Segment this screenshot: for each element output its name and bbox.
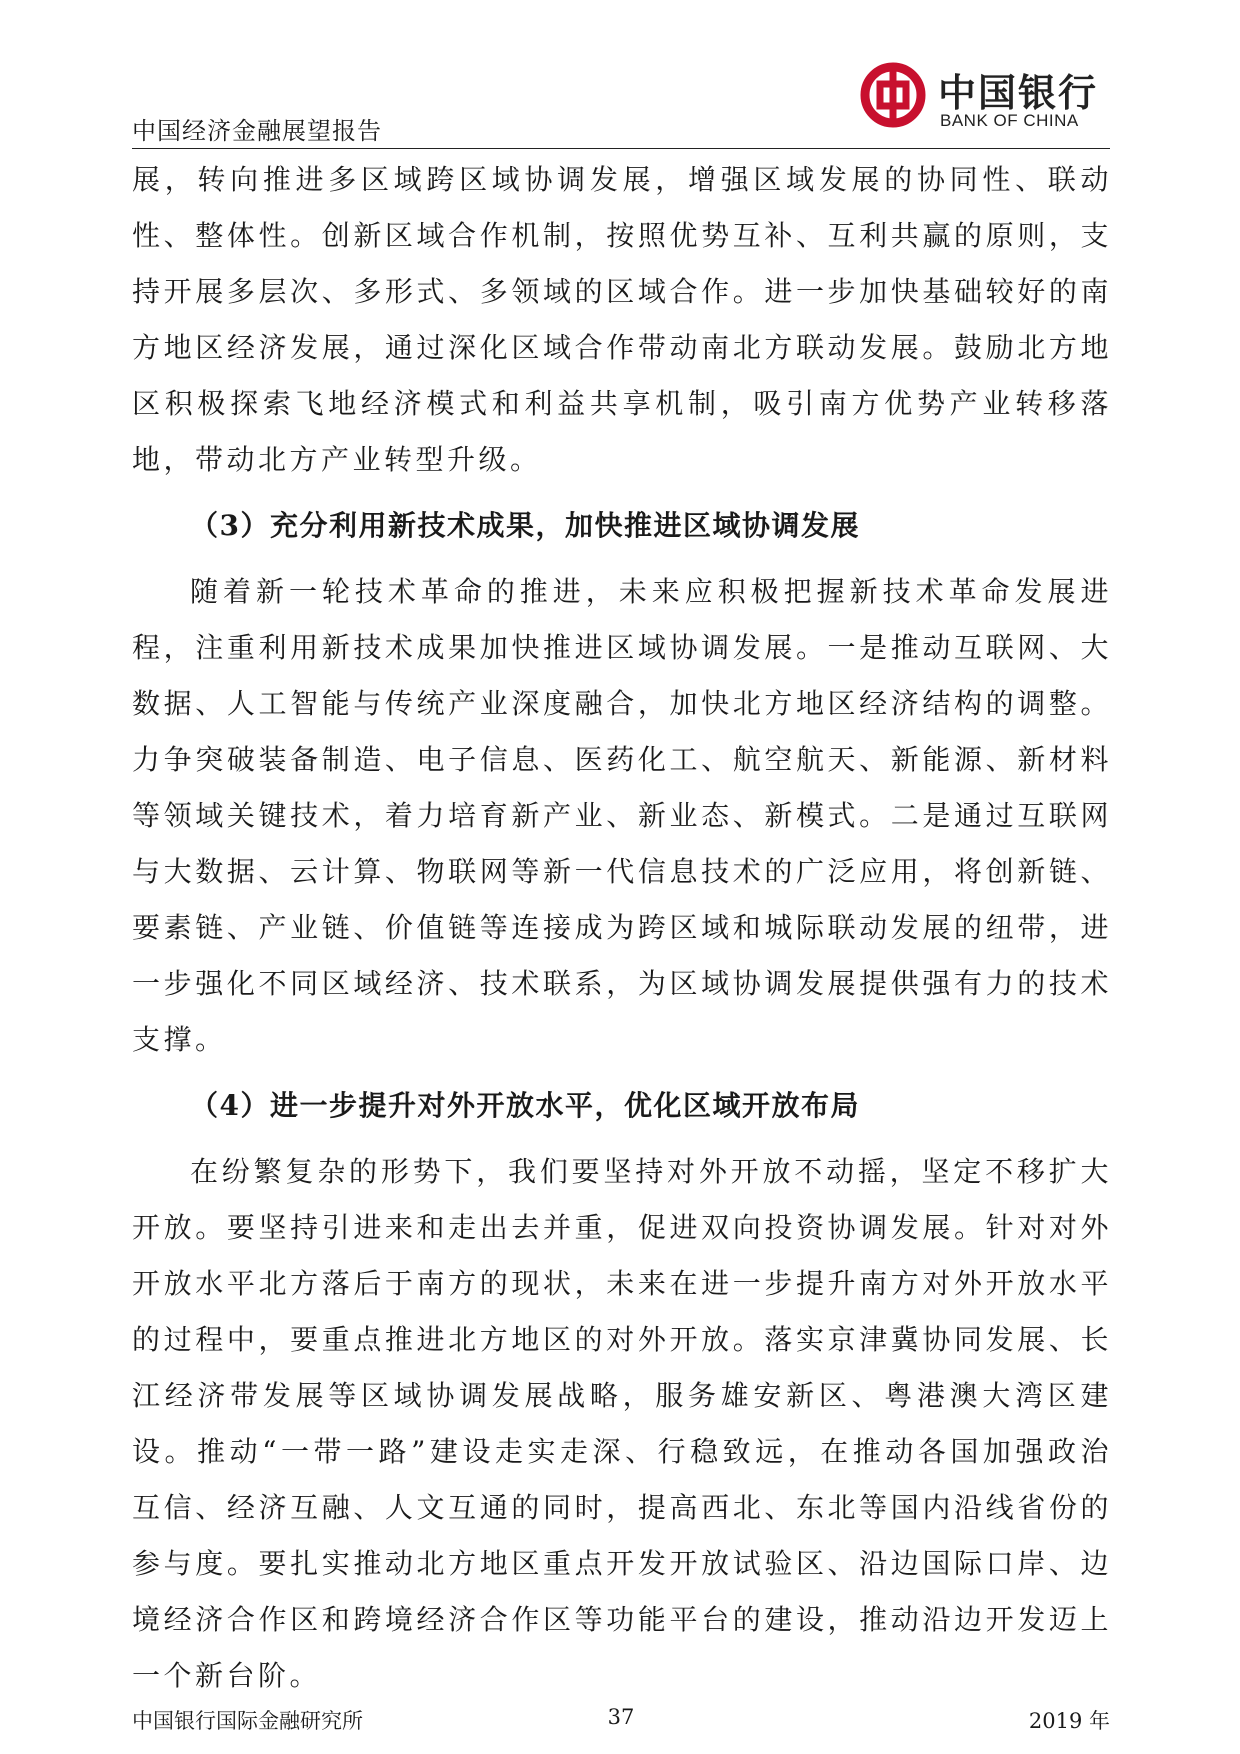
paragraph-1: 展，转向推进多区域跨区域协调发展，增强区域发展的协同性、联动性、整体性。创新区域合作机制，按照优势互补、互利共赢的原则，支持开展多层次、多形式、多领域的区域合作。进一步加快基础较好的南方地区经济发展，通过深化区域合作带动南北方联动发展。鼓励北方地区积极探索飞地经济模式和利益共享机制，吸引南方优势产业转移落地，带动北方产业转型升级。: [132, 163, 1112, 476]
bank-of-china-logo-icon: [860, 62, 926, 128]
section-heading-3: （3）充分利用新技术成果，加快推进区域协调发展: [190, 509, 860, 542]
report-title: 中国经济金融展望报告: [132, 117, 382, 145]
logo-chinese-name: 中国银行: [938, 70, 1099, 115]
page-number: 37: [607, 1705, 635, 1729]
section-heading-4: （4）进一步提升对外开放水平，优化区域开放布局: [190, 1089, 860, 1122]
footer-year: 2019 年: [1028, 1709, 1110, 1733]
page-header: [132, 58, 1110, 150]
paragraph-2: 随着新一轮技术革命的推进，未来应积极把握新技术革命发展进程，注重利用新技术成果加快推进区域协调发展。一是推动互联网、大数据、人工智能与传统产业深度融合，加快北方地区经济结构的调整。力争突破装备制造、电子信息、医药化工、航空航天、新能源、新材料等领域关键技术，着力培育新产业、新业态、新模式。二是通过互联网与大数据、云计算、物联网等新一代信息技术的广泛应用，将创新链、要素链、产业链、价值链等连接成为跨区域和城际联动发展的纽带，进一步强化不同区域经济、技术联系，为区域协调发展提供强有力的技术支撑。: [132, 575, 1112, 1056]
logo-english-name: BANK OF CHINA: [940, 111, 1079, 130]
bank-logo: [860, 58, 1110, 138]
header-divider: [132, 148, 1110, 149]
paragraph-3: 在纷繁复杂的形势下，我们要坚持对外开放不动摇，坚定不移扩大开放。要坚持引进来和走出去并重，促进双向投资协调发展。针对对外开放水平北方落后于南方的现状，未来在进一步提升南方对外开放水平的过程中，要重点推进北方地区的对外开放。落实京津冀协同发展、长江经济带发展等区域协调发展战略，服务雄安新区、粤港澳大湾区建设。推动“一带一路”建设走实走深、行稳致远，在推动各国加强政治互信、经济互融、人文互通的同时，提高西北、东北等国内沿线省份的参与度。要扎实推动北方地区重点开发开放试验区、沿边国际口岸、边境经济合作区和跨境经济合作区等功能平台的建设，推动沿边开发迈上一个新台阶。: [132, 1155, 1112, 1692]
page-body: [132, 152, 1112, 1704]
page-footer: [132, 1705, 1110, 1735]
footer-institute: 中国银行国际金融研究所: [132, 1709, 363, 1733]
